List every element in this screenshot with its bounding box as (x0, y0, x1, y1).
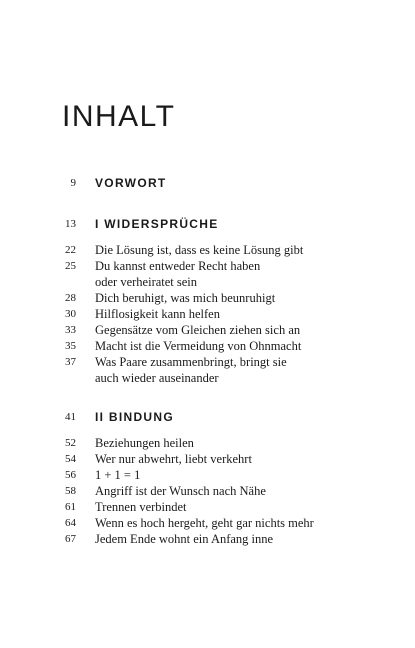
toc-entry (0, 435, 415, 451)
toc-entry-title: Gegensätze vom Gleichen ziehen sich an (95, 323, 301, 337)
toc-entry-title: auch wieder auseinander (95, 371, 219, 385)
toc-entry (0, 499, 415, 515)
toc-page-number: 9 (70, 177, 76, 189)
toc-heading-label: VORWORT (95, 176, 167, 190)
toc-entry (0, 451, 415, 467)
toc-entry-title: Wer nur abwehrt, liebt verkehrt (95, 452, 252, 466)
toc-entry (0, 354, 415, 370)
toc-entry-title: Die Lösung ist, dass es keine Lösung gibt (95, 243, 304, 257)
toc-page-number: 41 (65, 411, 76, 423)
toc-page-number: 64 (65, 517, 76, 529)
toc-entry (0, 242, 415, 258)
toc-page-number: 22 (65, 244, 76, 256)
toc-entry-title: Trennen verbindet (95, 500, 187, 514)
toc-entry-continuation (0, 370, 415, 386)
toc-page-number: 58 (65, 485, 76, 497)
toc-entry-title: Macht ist die Vermeidung von Ohnmacht (95, 339, 302, 353)
toc-entry-title: Wenn es hoch hergeht, geht gar nichts mehr (95, 516, 314, 530)
toc-entry-title: Hilflosigkeit kann helfen (95, 307, 220, 321)
toc-entry-title: Du kannst entweder Recht haben (95, 259, 261, 273)
toc-entry-list (0, 435, 415, 547)
toc-page-number: 13 (65, 218, 76, 230)
toc-vorwort (0, 175, 415, 191)
toc-page-number: 30 (65, 308, 76, 320)
toc-page-number: 28 (65, 292, 76, 304)
toc-entry-title: Angriff ist der Wunsch nach Nähe (95, 484, 266, 498)
toc-entry-title: Dich beruhigt, was mich beunruhigt (95, 291, 276, 305)
toc-page-number: 61 (65, 501, 76, 513)
toc-entry-title: 1 + 1 = 1 (95, 468, 141, 482)
toc-entry (0, 515, 415, 531)
toc-entry (0, 290, 415, 306)
page-title: INHALT (62, 100, 176, 133)
toc-page-number: 25 (65, 260, 76, 272)
toc-entry-title: Was Paare zusammenbringt, bringt sie (95, 355, 287, 369)
toc-entry-title: oder verheiratet sein (95, 275, 198, 289)
toc-page-number: 37 (65, 356, 76, 368)
toc-entry (0, 338, 415, 354)
toc-entry (0, 483, 415, 499)
toc-page-number: 56 (65, 469, 76, 481)
toc-entry (0, 322, 415, 338)
toc-section-heading (0, 409, 415, 425)
toc-page-number: 52 (65, 437, 76, 449)
toc-page-number: 67 (65, 533, 76, 545)
toc-entry-title: Beziehungen heilen (95, 436, 194, 450)
toc-page-number: 33 (65, 324, 76, 336)
toc-entry-list (0, 242, 415, 386)
toc-entry-continuation (0, 274, 415, 290)
toc-entry (0, 531, 415, 547)
toc-entry (0, 258, 415, 274)
toc-page-number: 35 (65, 340, 76, 352)
toc-entry (0, 306, 415, 322)
toc-entry-title: Jedem Ende wohnt ein Anfang inne (95, 532, 274, 546)
toc-page-number: 54 (65, 453, 76, 465)
toc-heading-label: II BINDUNG (95, 410, 174, 424)
toc-section-heading (0, 216, 415, 232)
toc-entry (0, 467, 415, 483)
toc-heading-label: I WIDERSPRÜCHE (95, 217, 219, 231)
